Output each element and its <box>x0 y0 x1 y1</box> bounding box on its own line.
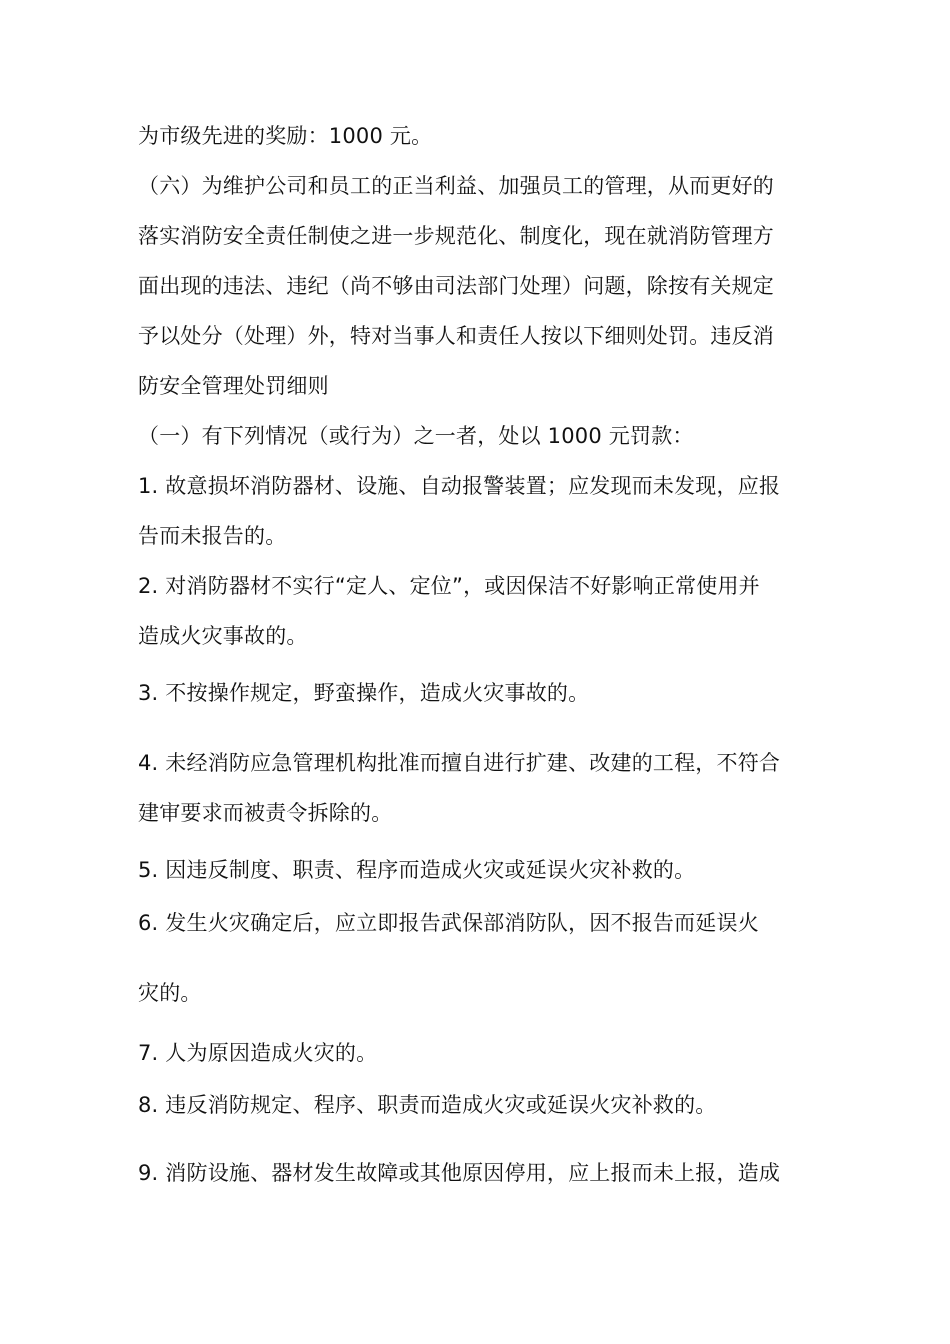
text-line: 落实消防安全责任制使之进一步规范化、制度化，现在就消防管理方 <box>138 224 774 248</box>
list-item-9: 9. 消防设施、器材发生故障或其他原因停用，应上报而未上报，造成 <box>138 1161 781 1185</box>
list-item-2: 2. 对消防器材不实行“定人、定位”，或因保洁不好影响正常使用并 <box>138 574 760 598</box>
text-line-reward: 为市级先进的奖励：1000 元。 <box>138 124 433 148</box>
list-item-4: 4. 未经消防应急管理机构批准而擅自进行扩建、改建的工程，不符合 <box>138 751 781 775</box>
text-line: 予以处分（处理）外，特对当事人和责任人按以下细则处罚。违反消 <box>138 324 774 348</box>
list-item-7: 7. 人为原因造成火灾的。 <box>138 1041 378 1065</box>
text-line: 面出现的违法、违纪（尚不够由司法部门处理）问题，除按有关规定 <box>138 274 774 298</box>
list-item-6-cont: 灾的。 <box>138 981 202 1005</box>
list-item-1: 1. 故意损坏消防器材、设施、自动报警装置；应发现而未发现，应报 <box>138 474 781 498</box>
list-item-3: 3. 不按操作规定，野蛮操作，造成火灾事故的。 <box>138 681 590 705</box>
list-item-6: 6. 发生火灾确定后，应立即报告武保部消防队，因不报告而延误火 <box>138 911 759 935</box>
list-item-4-cont: 建审要求而被责令拆除的。 <box>138 801 393 825</box>
list-item-8: 8. 违反消防规定、程序、职责而造成火灾或延误火灾补救的。 <box>138 1093 717 1117</box>
text-line-subsection-1: （一）有下列情况（或行为）之一者，处以 1000 元罚款： <box>138 424 694 448</box>
text-line-section-6: （六）为维护公司和员工的正当利益、加强员工的管理，从而更好的 <box>138 174 774 198</box>
text-line: 防安全管理处罚细则 <box>138 374 329 398</box>
list-item-2-cont: 造成火灾事故的。 <box>138 624 308 648</box>
list-item-1-cont: 告而未报告的。 <box>138 524 287 548</box>
list-item-5: 5. 因违反制度、职责、程序而造成火灾或延误火灾补救的。 <box>138 858 696 882</box>
